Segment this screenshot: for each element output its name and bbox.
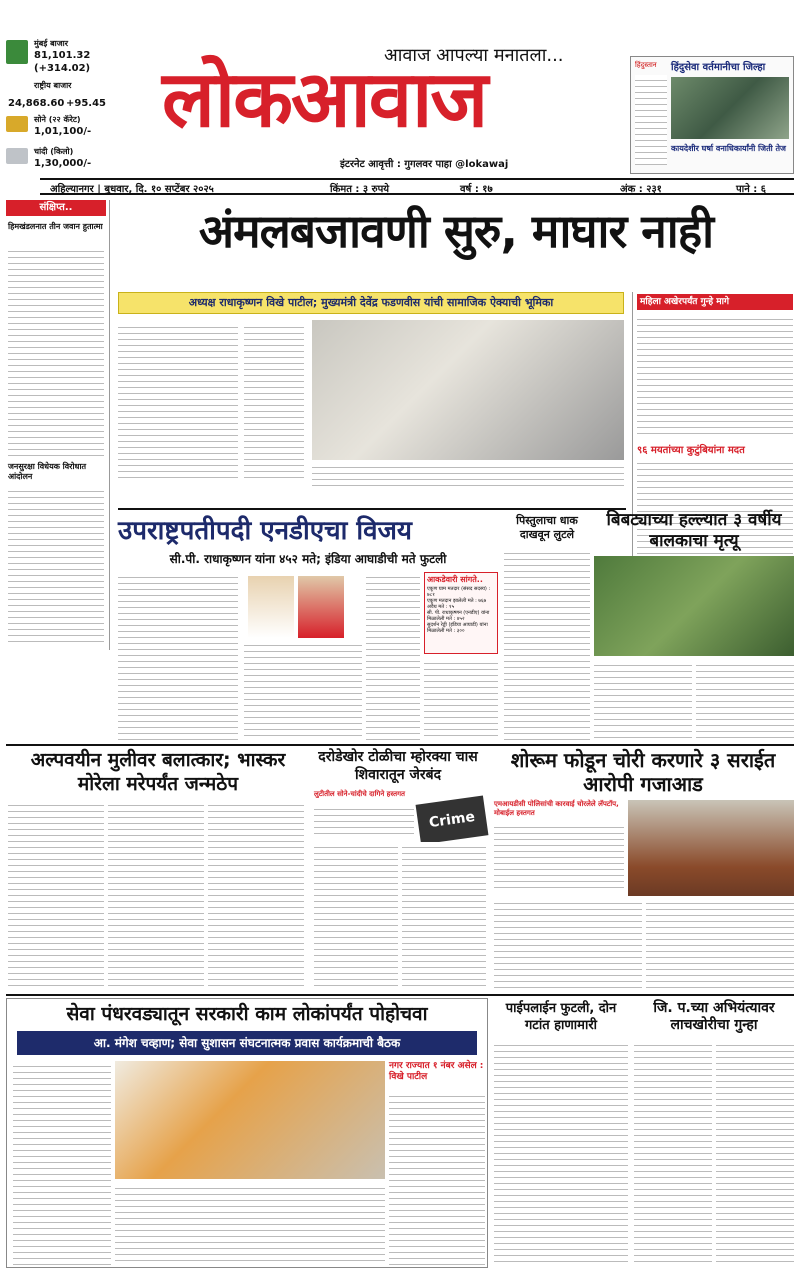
seva-subhead: आ. मंगेश चव्हाण; सेवा सुशासन संघटनात्मक प्रवास कार्यक्रमाची बैठक — [17, 1031, 477, 1055]
vp-stat-item: अवैध मते : १५ — [427, 604, 455, 610]
market-value-nifty: 24,868.60 — [8, 98, 65, 109]
market-panel — [6, 36, 118, 176]
assault-text-col3 — [208, 800, 304, 990]
showroom-photo — [628, 800, 794, 896]
showroom-text-col1 — [494, 898, 642, 990]
seva-text-col3 — [389, 1091, 485, 1265]
sidebar-item-title[interactable]: जनसुरक्षा विधेयक विरोधात आंदोलन — [8, 462, 87, 481]
vp-photo-2 — [298, 576, 344, 638]
seva-pull-quote: नगर राज्यात १ नंबर असेल : विखे पाटील — [389, 1061, 484, 1082]
lead-text-col2 — [244, 322, 304, 482]
lead-headline[interactable]: अंमलबजावणी सुरु, माघार नाही — [198, 204, 714, 258]
showroom-text-top — [494, 822, 624, 892]
pistol-text — [504, 548, 590, 740]
internet-edition: इंटरनेट आवृत्ती : गुगलवर पाहा @lokawaj — [340, 159, 509, 170]
vp-stats-box — [424, 572, 498, 654]
newspaper-title: लोकआवाज — [162, 55, 487, 145]
promo-thumbnail[interactable] — [630, 56, 794, 174]
sidebar-item-title[interactable]: हिमखंडलनात तीन जवान हुतात्मा — [8, 222, 103, 231]
dacoit-headline[interactable]: दरोडेखोर टोळीचा म्होरक्या चास शिवारातून जेरबंद — [318, 749, 478, 783]
vp-text-col2 — [244, 640, 362, 740]
vp-stat-item: एकूण घाम मतदार (संसद सदस्य) : ७८१ — [427, 586, 491, 598]
market-change-sensex: (+314.02) — [34, 63, 91, 74]
vp-headline[interactable]: उपराष्ट्रपतीपदी एनडीएचा विजय — [118, 516, 412, 546]
promo-headline: हिंदुसेवा वर्तमानीचा जिल्हा — [671, 62, 766, 73]
info-bar — [40, 178, 794, 195]
lead-caption — [312, 462, 624, 488]
divider — [6, 744, 794, 746]
vp-text-col3 — [366, 572, 420, 740]
assault-text-col2 — [108, 800, 204, 990]
divider — [6, 994, 794, 996]
dacoit-tag: लुटीतील सोने-चांदीचे दागिने हस्तगत — [314, 790, 406, 798]
vp-text-col4 — [424, 658, 498, 740]
right-brief-text — [637, 314, 793, 434]
zp-headline[interactable]: जि. प.च्या अभियंत्यावर लाचखोरीचा गुन्हा — [653, 1000, 775, 1033]
lead-photo-meeting — [312, 320, 624, 460]
vp-stat-item: सी. पी. राधाकृष्णन (एनडीए) यांना मिळालेली मते : ४५२ — [427, 610, 490, 622]
lead-text-col1 — [118, 322, 238, 482]
info-year: वर्ष : १७ — [460, 184, 493, 195]
leopard-text-col1 — [594, 660, 692, 740]
seva-text-col2 — [115, 1183, 385, 1265]
market-change-nifty: +95.45 — [66, 98, 107, 109]
leopard-headline[interactable]: बिबट्याच्या हल्ल्यात ३ वर्षीय बालकाचा मृत्यू — [606, 510, 782, 551]
divider — [118, 508, 626, 510]
dacoit-text-col2 — [402, 842, 486, 990]
leopard-photo — [594, 556, 794, 656]
right-brief-title[interactable]: महिला अखेरपर्यंत गुन्हे मागे — [637, 294, 793, 310]
market-value-silver: 1,30,000/- — [34, 158, 92, 169]
lead-subhead: अध्यक्ष राधाकृष्णन विखे पाटील; मुख्यमंत्री देवेंद्र फडणवीस यांची सामाजिक ऐक्याची भूमिका — [118, 292, 624, 314]
bull-icon — [6, 40, 28, 64]
leopard-text-col2 — [696, 660, 794, 740]
vp-stat-item: एकूण मतदान झालेली मते : ७६७ — [427, 598, 487, 604]
market-value-sensex: 81,101.32 — [34, 50, 91, 61]
crime-sign-image: Crime — [416, 795, 489, 844]
zp-text-col2 — [716, 1040, 794, 1266]
vp-photo-1 — [248, 576, 294, 638]
masthead — [0, 0, 800, 178]
seva-text-col1 — [13, 1061, 111, 1265]
market-label-nifty: राष्ट्रीय बाजार — [34, 81, 72, 90]
vp-text-col1 — [118, 572, 238, 740]
zp-text-col1 — [634, 1040, 712, 1266]
tagline: आवाज आपल्या मनातला... — [384, 45, 564, 66]
sidebar-item-text — [8, 486, 104, 646]
info-date: अहिल्यानगर | बुधवार, दि. १० सप्टेंबर २०२५ — [50, 184, 214, 195]
showroom-tag: एमआयडीसी पोलिसांची कारवाई चोरलेले लॅपटॉप, मोबाईल हस्तगत — [494, 800, 619, 817]
market-label-silver: चांदी (किलो) — [34, 147, 74, 156]
vp-stat-item: सुदर्शन रेड्डी (इंडिया आघाडी) यांना मिळालेली मते : ३०० — [427, 622, 488, 634]
pistol-headline[interactable]: पिस्तुलाचा धाक दाखवून लुटले — [516, 514, 578, 541]
vp-subhead: सी.पी. राधाकृष्णन यांना ४५२ मते; इंडिया आघाडीची मते फुटली — [169, 552, 447, 566]
seva-story — [6, 998, 488, 1268]
silver-icon — [6, 148, 28, 164]
promo-small: हिंदुस्तान — [635, 61, 657, 69]
promo-text — [635, 75, 667, 165]
seva-photo — [115, 1061, 385, 1179]
pipeline-headline[interactable]: पाईपलाईन फुटली, दोन गटांत हाणामारी — [505, 1001, 617, 1033]
dacoit-text-top — [314, 804, 414, 838]
showroom-text-col2 — [646, 898, 794, 990]
promo-caption: कायदेशीर घर्षा वनाधिकार्यांनी जिती तेज — [671, 144, 786, 153]
vp-stats-title: आकडेवारी सांगते.. — [427, 575, 483, 584]
assault-headline[interactable]: अल्पवयीन मुलीवर बलात्कार; भास्कर मोरेला मरेपर्यंत जन्मठेप — [30, 749, 286, 795]
sidebar-item-text — [8, 246, 104, 456]
dacoit-text-col1 — [314, 842, 398, 990]
pipeline-text — [494, 1040, 628, 1266]
market-label-gold: सोने (२२ कॅरेट) — [34, 115, 81, 124]
gold-icon — [6, 116, 28, 132]
sidebar-header: संक्षिप्त.. — [6, 200, 106, 216]
info-price: किंमत : ३ रुपये — [330, 184, 390, 195]
seva-headline[interactable]: सेवा पंधरवड्यातून सरकारी काम लोकांपर्यंत पोहोचवा — [66, 1003, 428, 1025]
right-brief-title[interactable]: ९६ मयतांच्या कुटुंबियांना मदत — [637, 445, 745, 456]
showroom-headline[interactable]: शोरूम फोडून चोरी करणारे ३ सराईत आरोपी गजाआड — [510, 748, 776, 796]
assault-text-col1 — [8, 800, 104, 990]
info-pages: पाने : ६ — [736, 184, 766, 195]
sidebar-briefs — [6, 200, 110, 650]
info-issue: अंक : २३१ — [620, 184, 662, 195]
market-value-gold: 1,01,100/- — [34, 126, 92, 137]
market-label-sensex: मुंबई बाजार — [34, 39, 68, 48]
promo-photo — [671, 77, 789, 139]
